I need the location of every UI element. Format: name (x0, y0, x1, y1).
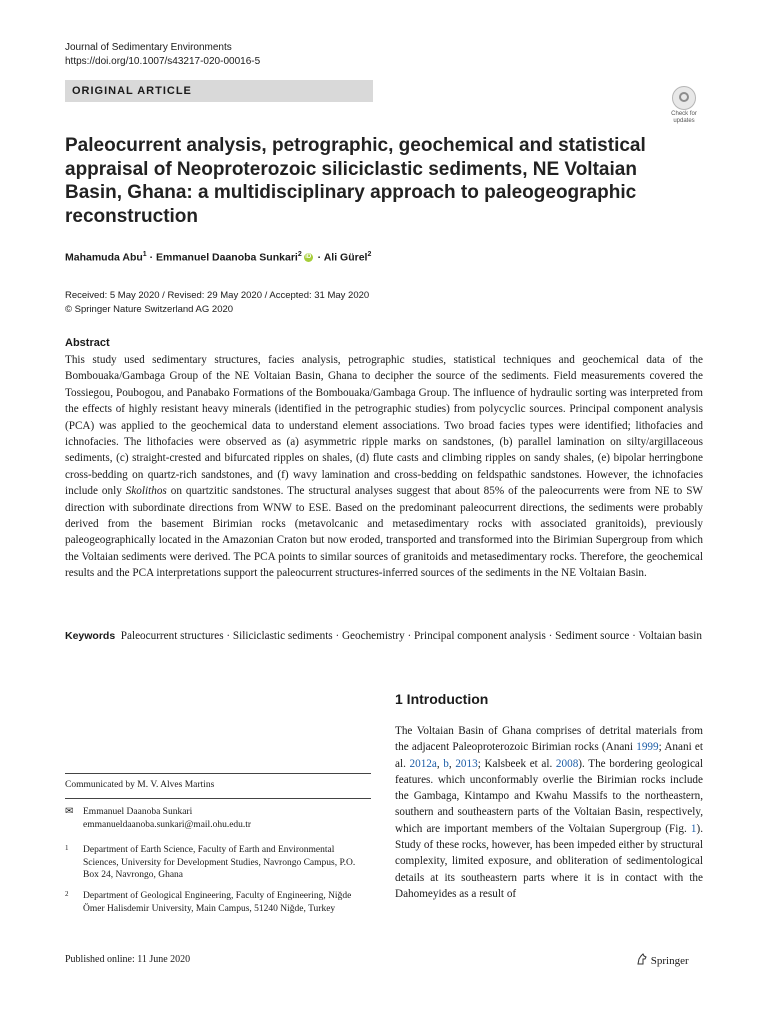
abstract-text-part: on quartzitic sandstones. The structural analyses suggest that about 85% of the paleocurrents were from NE to SW direction with subordinate directions from WNW to ESE. Based on the predominant paleocurrent directions, the sediments were probably derived from the basement Birimian rocks (metavolcanic and metasedimentary rocks with associated granitoids), previously paleogeographically located in the Amazonian Craton but now eroded, transported and transformed into the Birimian Supergroup from which the Voltaian sediments were derived. The PCA points to similar sources of granitoids and metasedimentary rocks. Therefore, the geochemical results and the PCA interpretations support the paleocurrent structures-inferred sources of the sediments in the NE Voltaian Basin. (65, 485, 703, 580)
journal-header (65, 41, 260, 69)
journal-name: Journal of Sedimentary Environments (65, 42, 232, 53)
affiliation-1 (65, 844, 365, 882)
affiliation-text: Department of Geological Engineering, Faculty of Engineering, Niğde Ömer Halisdemir University, Main Campus, 51240 Niğde, Turkey (83, 891, 352, 914)
publisher-logo (636, 953, 689, 967)
abstract-text (65, 352, 703, 582)
figure-link[interactable]: 1 (690, 822, 697, 835)
intro-text-part: ; Kalsbeek et al. (477, 757, 556, 770)
intro-text-part: The Voltaian Basin of Ghana comprises of detrital materials from the adjacent Paleoproterozoic Birimian rocks (Anani (395, 725, 703, 754)
article-title: Paleocurrent analysis, petrographic, geochemical and statistical appraisal of Neoproterozoic siliciclastic sediments, NE Voltaian Basin, Ghana: a multidisciplinary approach to paleogeographic reconstruction (65, 135, 646, 227)
corresponding-author (65, 806, 251, 831)
introduction-text (395, 723, 703, 902)
affiliation-2 (65, 890, 365, 915)
abstract-italic-term: Skolithos (125, 485, 167, 498)
published-online: Published online: 11 June 2020 (65, 954, 191, 965)
author-name[interactable]: Mahamuda Abu (65, 251, 143, 264)
abstract-heading: Abstract (65, 337, 110, 349)
abstract-text-part: This study used sedimentary structures, facies analysis, petrographic studies, statistical techniques and geochemical data of the Bombouaka/Gambaga Group of the NE Voltaian Basin, Ghana to decipher the source of the sediments. Field measurements covered the Tossiegou, Poubogou, and Panabako Formations of the Bombouaka/Gambaga Group. The influence of hydraulic sorting was interpreted from the effects of highly resistant heavy minerals (identified in the petrographic studies) from polycyclic sources. Principal component analysis (PCA) was applied to the geochemical data to understand element associations. Two broad facies types were identified; lithofacies and ichnofacies. The lithofacies were observed as (a) asymmetric ripple marks on sandstones, (b) parallel lamination on silty/argillaceous sediments, (c) straight-crested and bifurcated ripples on shales, (d) flute casts and climbing ripples on sandy shales, (e) bipolar herringbone cross-bedding on quartz-rich sandstones, and (f) wavy lamination and cross-bedding on feldspathic sandstones. However, the ichnofacies include only (65, 354, 703, 498)
section-heading-introduction: 1 Introduction (395, 691, 489, 707)
doi-link[interactable]: https://doi.org/10.1007/s43217-020-00016-5 (65, 56, 261, 67)
communicated-by: Communicated by M. V. Alves Martins (65, 780, 215, 790)
springer-horse-icon (636, 953, 648, 965)
orcid-icon[interactable]: iD (305, 254, 312, 261)
author-list: Mahamuda Abu$^1$ · Emmanuel Daanoba Sunkari$^2$ iD · Ali Gürel$^2$ (65, 251, 372, 264)
footnote-divider (65, 773, 371, 774)
citation-link[interactable]: b (443, 757, 449, 770)
check-updates-label: Check for updates (671, 111, 697, 124)
citation-link[interactable]: 2008 (555, 757, 579, 770)
intro-text-part: ). The bordering geological features. which unconformably overlie the Birimian rocks include the Gambaga, Kintampo and Kwahu Massifs to the northeastern, southern and southeastern parts of the Voltaian Basin, respectively, which are important members of the Voltaian Supergroup (Fig. (395, 757, 704, 835)
contact-name: Emmanuel Daanoba Sunkari (83, 807, 193, 817)
intro-text-part: ; Anani et al. (395, 741, 703, 770)
footnote-divider (65, 798, 371, 799)
keywords-list: Paleocurrent structures · Siliciclastic sediments · Geochemistry · Principal component analysis · Sediment source · Voltaian basin (120, 630, 702, 642)
affiliation-number: 2 (65, 890, 69, 898)
envelope-icon: ✉ (65, 806, 74, 817)
author-affiliation-mark: 1 (142, 251, 147, 258)
author-affiliation-mark: 2 (297, 251, 302, 258)
history-dates: Received: 5 May 2020 / Revised: 29 May 2020 / Accepted: 31 May 2020 (65, 290, 370, 301)
author-affiliation-mark: 2 (367, 251, 372, 258)
contact-email[interactable]: emmanueldaanoba.sunkari@mail.ohu.edu.tr (83, 819, 252, 830)
affiliation-text: Department of Earth Science, Faculty of Earth and Environmental Sciences, University for Development Studies, Navrongo Campus, P.O. Box 24, Navrongo, Ghana (83, 845, 356, 880)
keywords-block (65, 628, 703, 644)
intro-text-part: ). Study of these rocks, however, has been impeded either by structural complexity, limited exposure, and obliteration of sedimentological details at its southeastern parts where it is in contact with the Dahomeyides as a result of (395, 822, 703, 900)
article-type-label: ORIGINAL ARTICLE (72, 85, 192, 97)
publisher-name: Springer (650, 955, 689, 967)
article-type-bar (65, 80, 373, 102)
citation-link[interactable]: 2013 (455, 757, 478, 770)
copyright-line: © Springer Nature Switzerland AG 2020 (65, 303, 234, 315)
keywords-label: Keywords (65, 630, 116, 642)
refresh-icon (672, 86, 696, 110)
author-name[interactable]: Ali Gürel (323, 251, 368, 264)
intro-text-part: , (448, 757, 456, 770)
author-name[interactable]: Emmanuel Daanoba Sunkari (156, 251, 298, 264)
check-for-updates-badge[interactable] (664, 86, 704, 124)
citation-link[interactable]: 1999 (636, 741, 659, 754)
intro-text-part: , (436, 757, 444, 770)
citation-link[interactable]: 2012a (409, 757, 437, 770)
article-dates (65, 289, 369, 316)
affiliation-number: 1 (65, 844, 69, 852)
